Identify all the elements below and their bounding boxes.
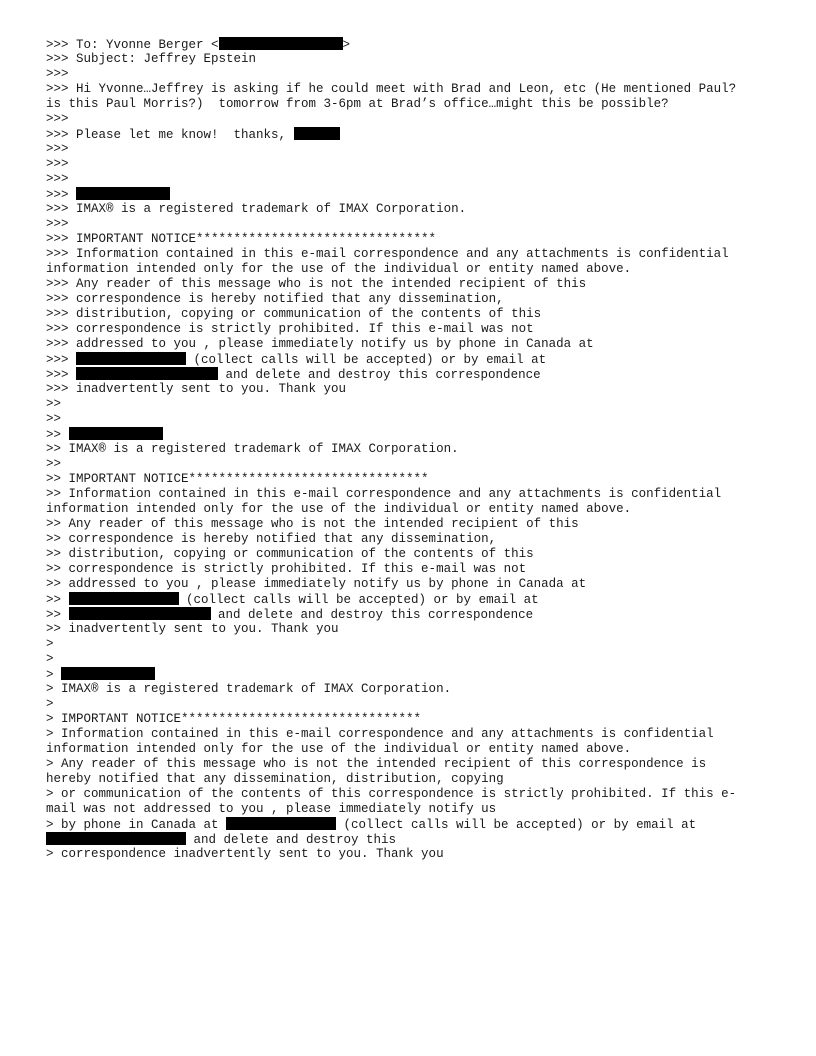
email-line [46,472,786,487]
email-text: (collect calls will be accepted) or by email at [186,353,547,367]
email-line [46,682,786,697]
email-text: >>> [46,67,69,81]
email-text: >> [46,608,69,622]
email-line [46,277,786,292]
email-line [46,382,786,397]
email-text: mail was not addressed to you , please immediately notify us [46,802,497,816]
redaction-box [219,37,343,50]
redaction-box [46,832,186,845]
email-line [46,172,786,187]
email-line [46,217,786,232]
email-document [46,37,786,862]
redaction-box [226,817,336,830]
email-text: information intended only for the use of the individual or entity named above. [46,742,632,756]
email-text: >>> [46,112,69,126]
email-text: >>> correspondence is strictly prohibited. If this e-mail was not [46,322,534,336]
email-line [46,397,786,412]
email-line [46,367,786,382]
email-text: >> Any reader of this message who is not the intended recipient of this [46,517,579,531]
email-text: >> distribution, copying or communication of the contents of this [46,547,534,561]
email-text: >>> [46,217,69,231]
email-line [46,832,786,847]
email-line [46,247,786,262]
email-text: and delete and destroy this [186,833,397,847]
email-line [46,652,786,667]
email-text: hereby notified that any dissemination, distribution, copying [46,772,504,786]
email-text: >> IMPORTANT NOTICE******************************** [46,472,429,486]
email-text: >>> inadvertently sent to you. Thank you [46,382,347,396]
email-text: > IMPORTANT NOTICE******************************** [46,712,422,726]
email-line [46,742,786,757]
email-line [46,817,786,832]
email-line [46,292,786,307]
email-line [46,487,786,502]
redaction-box [69,427,163,440]
redaction-box [69,607,211,620]
email-line [46,592,786,607]
email-text: >> IMAX® is a registered trademark of IMAX Corporation. [46,442,459,456]
email-text: >>> [46,188,77,202]
email-text: >>> Hi Yvonne…Jeffrey is asking if he could meet with Brad and Leon, etc (He mentioned Paul? [46,82,737,96]
email-line [46,562,786,577]
email-text: >>> IMAX® is a registered trademark of IMAX Corporation. [46,202,467,216]
email-text: >>> addressed to you , please immediately notify us by phone in Canada at [46,337,594,351]
redaction-box [76,352,186,365]
email-text: > [342,38,351,52]
email-line [46,532,786,547]
email-text: >>> [46,353,77,367]
email-line [46,547,786,562]
email-line [46,442,786,457]
email-text: (collect calls will be accepted) or by email at [178,593,539,607]
email-line [46,412,786,427]
email-line [46,337,786,352]
email-line [46,67,786,82]
email-text: >>> [46,142,69,156]
email-text: > [46,668,62,682]
email-text: >>> Information contained in this e-mail correspondence and any attachments is confidential [46,247,729,261]
email-text: >> Information contained in this e-mail correspondence and any attachments is confidential [46,487,722,501]
email-text: >> [46,457,62,471]
email-text: >>> To: Yvonne Berger < [46,38,219,52]
email-text: > IMAX® is a registered trademark of IMAX Corporation. [46,682,452,696]
email-text: >> inadvertently sent to you. Thank you [46,622,339,636]
email-text: >>> correspondence is hereby notified that any dissemination, [46,292,504,306]
redaction-box [76,367,218,380]
email-line [46,322,786,337]
email-text: > by phone in Canada at [46,818,227,832]
email-text: >>> IMPORTANT NOTICE******************************** [46,232,437,246]
email-text: >>> Subject: Jeffrey Epstein [46,52,257,66]
email-line [46,667,786,682]
email-text: > correspondence inadvertently sent to you. Thank you [46,847,444,861]
email-line [46,802,786,817]
email-line [46,772,786,787]
email-text: > or communication of the contents of this correspondence is strictly prohibited. If this e- [46,787,737,801]
email-line [46,757,786,772]
email-line [46,457,786,472]
email-line [46,607,786,622]
email-line [46,112,786,127]
redaction-box [294,127,340,140]
email-line [46,712,786,727]
email-text: > [46,697,54,711]
email-text: and delete and destroy this correspondence [210,608,534,622]
email-line [46,697,786,712]
email-text: > [46,637,54,651]
email-text: >>> distribution, copying or communication of the contents of this [46,307,542,321]
email-line [46,82,786,97]
email-text: >> [46,428,69,442]
email-text: > Any reader of this message who is not the intended recipient of this correspondence is [46,757,707,771]
email-line [46,352,786,367]
email-text: >>> [46,172,69,186]
email-line [46,157,786,172]
email-line [46,202,786,217]
email-line [46,847,786,862]
redaction-box [76,187,170,200]
email-line [46,307,786,322]
email-line [46,37,786,52]
email-line [46,622,786,637]
email-text: >> [46,593,69,607]
email-text: information intended only for the use of the individual or entity named above. [46,502,632,516]
email-text: >> [46,397,62,411]
email-line [46,427,786,442]
email-text: >> [46,412,62,426]
email-line [46,97,786,112]
email-line [46,187,786,202]
email-line [46,502,786,517]
email-text: > Information contained in this e-mail correspondence and any attachments is confidential [46,727,714,741]
redaction-box [61,667,155,680]
email-line [46,127,786,142]
email-line [46,637,786,652]
email-text: >>> [46,157,69,171]
email-line [46,232,786,247]
email-line [46,262,786,277]
email-text: >> addressed to you , please immediately notify us by phone in Canada at [46,577,587,591]
email-text: >>> Please let me know! thanks, [46,128,294,142]
email-line [46,787,786,802]
email-text: >>> [46,368,77,382]
email-text: (collect calls will be accepted) or by email at [336,818,697,832]
email-line [46,142,786,157]
email-text: >> correspondence is hereby notified that any dissemination, [46,532,497,546]
email-text: is this Paul Morris?) tomorrow from 3-6pm at Brad’s office…might this be possible? [46,97,669,111]
email-text: >> correspondence is strictly prohibited. If this e-mail was not [46,562,527,576]
email-line [46,577,786,592]
email-line [46,517,786,532]
email-line [46,52,786,67]
email-text: >>> Any reader of this message who is not the intended recipient of this [46,277,587,291]
redaction-box [69,592,179,605]
email-text: information intended only for the use of the individual or entity named above. [46,262,632,276]
email-text: > [46,652,54,666]
email-text: and delete and destroy this correspondence [218,368,541,382]
email-line [46,727,786,742]
